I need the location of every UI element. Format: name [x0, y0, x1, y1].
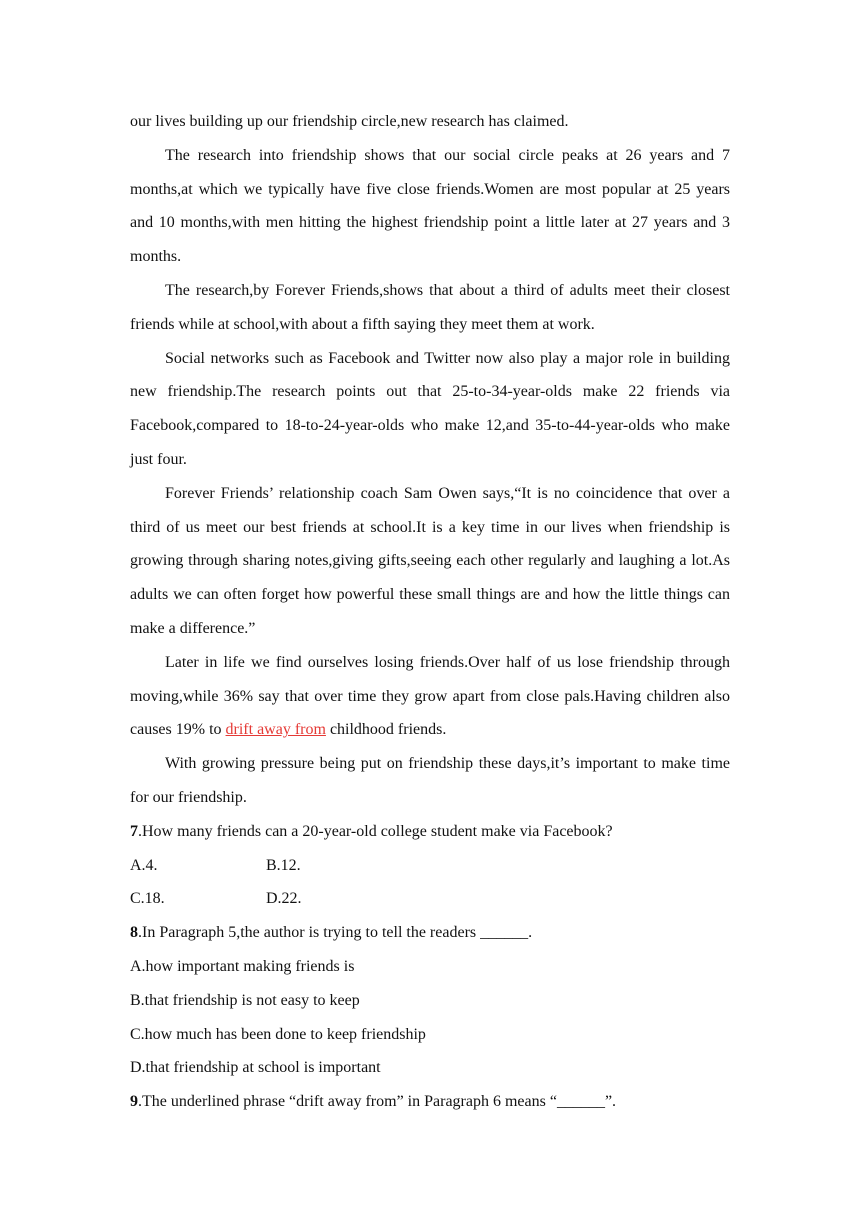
passage-paragraph-4: Social networks such as Facebook and Twitter now also play a major role in building new friendship.The research points out that 25-to-34-year-olds make 22 friends via Facebook,compared to 18-to-24-year-olds who make 12,and 35-to-44-year-olds who make just four.: [130, 349, 730, 468]
question-number: 8: [130, 924, 138, 942]
question-stem: .How many friends can a 20-year-old college student make via Facebook?: [138, 822, 613, 840]
option-b: B.that friendship is not easy to keep: [130, 991, 360, 1009]
option-d: D.that friendship at school is important: [130, 1059, 381, 1077]
paragraph-6-text-before: Later in life we find ourselves losing friends.Over half of us lose friendship through moving,while 36% say that over time they grow apart from close pals.Having children also causes 19% to: [130, 653, 730, 739]
question-9: [130, 1085, 730, 1119]
underlined-phrase: drift away from: [225, 721, 326, 739]
option-c: C.how much has been done to keep friendship: [130, 1025, 426, 1043]
option-c: C.18.: [130, 890, 165, 908]
passage-paragraph-3: The research,by Forever Friends,shows that about a third of adults meet their closest friends while at school,with about a fifth saying they meet them at work.: [130, 281, 730, 333]
question-stem: .The underlined phrase “drift away from” in Paragraph 6 means “______”.: [138, 1093, 617, 1111]
passage-paragraph-7: With growing pressure being put on friendship these days,it’s important to make time for our friendship.: [130, 755, 730, 806]
option-b: B.12.: [266, 856, 301, 874]
passage-paragraph-5: Forever Friends’ relationship coach Sam Owen says,“It is no coincidence that over a third of us meet our best friends at school.It is a key time in our lives when friendship is growing through sharing notes,giving gifts,seeing each other regularly and laughing a lot.As adults we can often forget how powerful these small things are and how the little things can make a difference.”: [130, 484, 730, 637]
passage-paragraph-2: The research into friendship shows that our social circle peaks at 26 years and 7 months,at which we typically have five close friends.Women are most popular at 25 years and 10 months,with men hitting the highest friendship point a little later at 27 years and 3 months.: [130, 146, 730, 266]
question-8: [130, 916, 730, 950]
question-stem: .In Paragraph 5,the author is trying to tell the readers ______.: [138, 924, 533, 942]
passage-paragraph-6: [130, 646, 730, 747]
paragraph-6-text-after: childhood friends.: [325, 721, 447, 739]
passage-paragraph-1-end: our lives building up our friendship circle,new research has claimed.: [130, 113, 569, 130]
question-number: 7: [130, 822, 138, 840]
option-d: D.22.: [266, 890, 302, 908]
question-7-options-row-1: [130, 849, 730, 883]
question-7: [130, 815, 730, 849]
question-number: 9: [130, 1093, 138, 1111]
question-7-options-row-2: [130, 882, 730, 916]
option-a: A.how important making friends is: [130, 957, 355, 975]
option-a: A.4.: [130, 856, 158, 874]
